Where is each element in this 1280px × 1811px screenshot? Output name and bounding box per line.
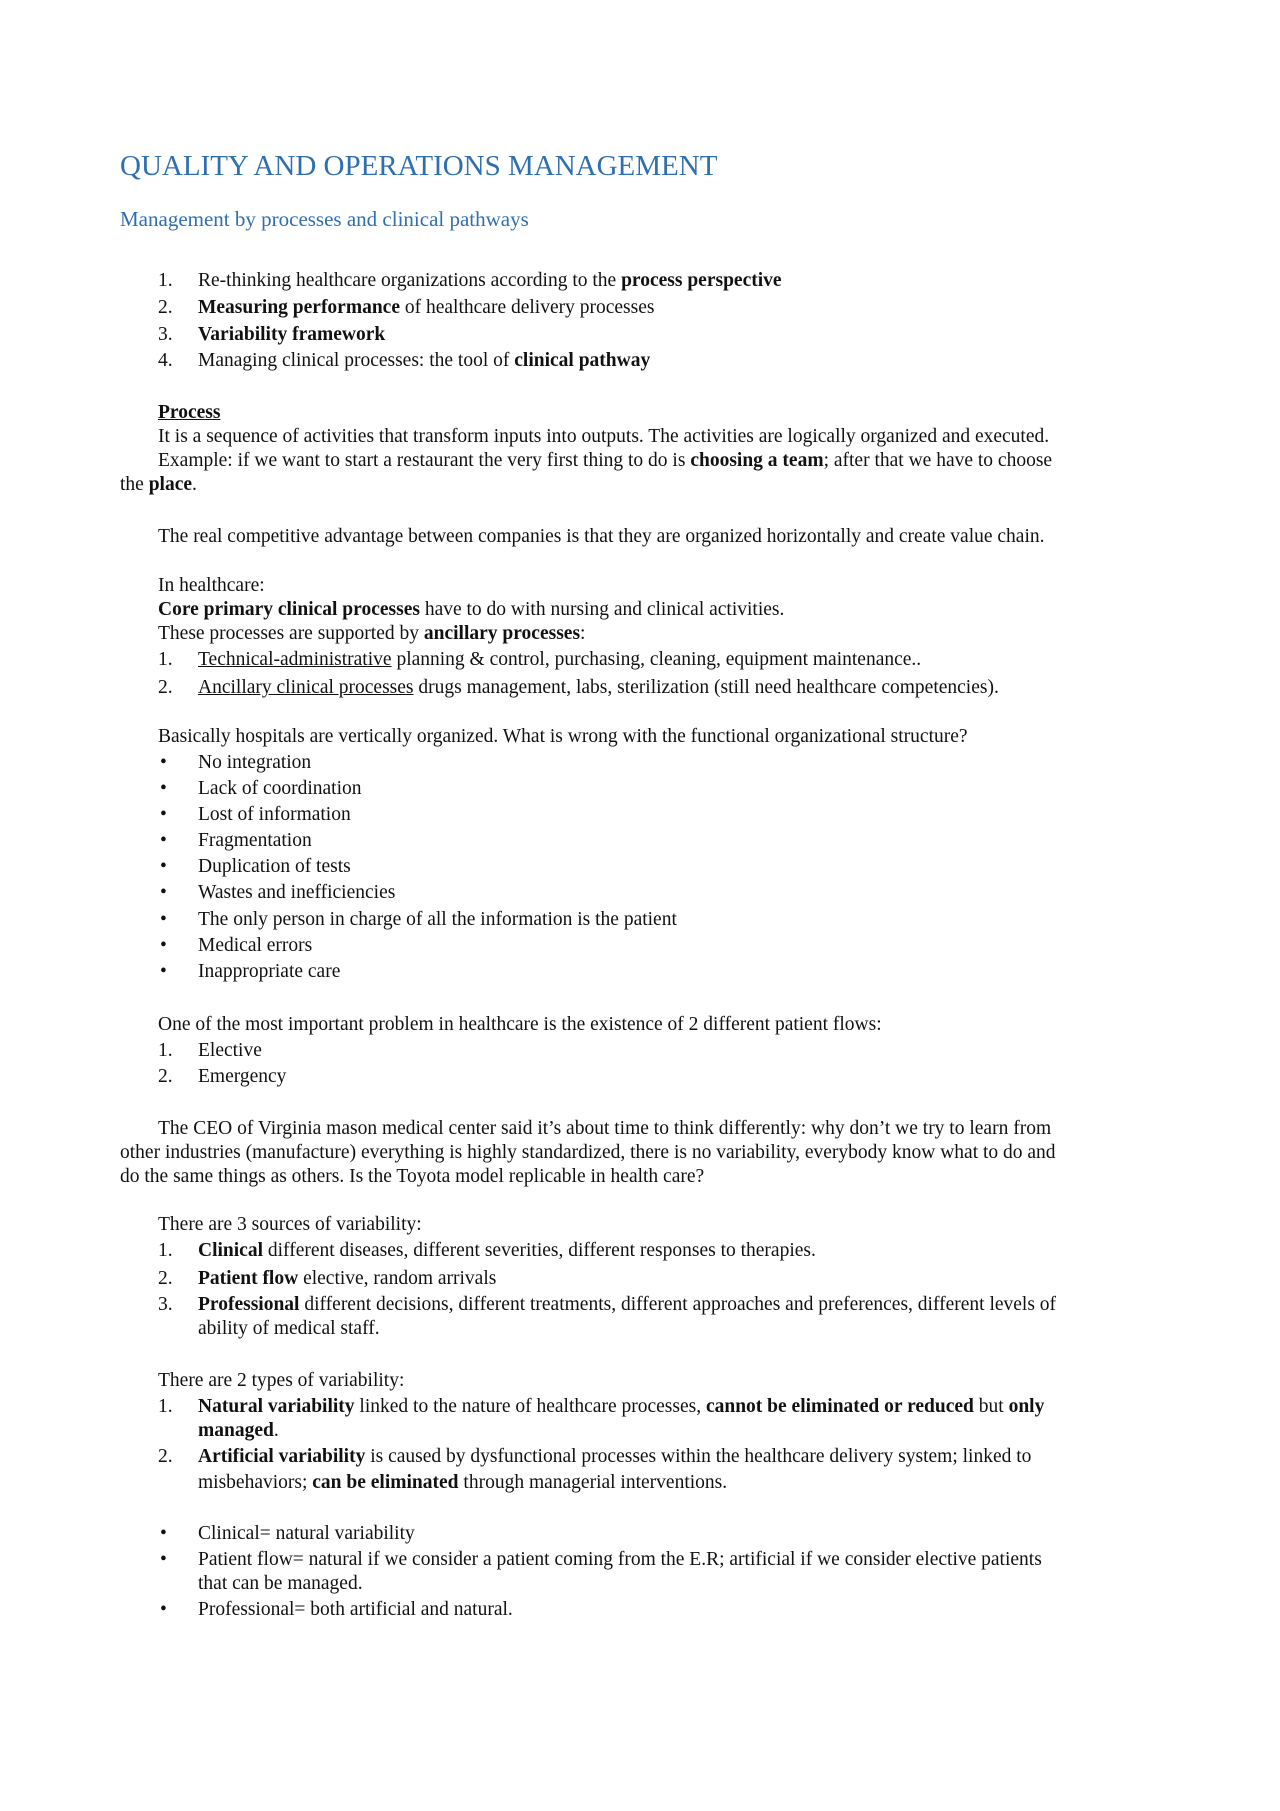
bullet: • [160, 1523, 167, 1544]
outline-item: Measuring performance of healthcare delivery processes [198, 297, 655, 318]
ancillary-number: 2. [158, 677, 173, 698]
bullet: • [160, 830, 167, 851]
competitive-advantage: The real competitive advantage between companies is that they are organized horizontally and create value chain. [158, 526, 1045, 547]
bullet: • [160, 856, 167, 877]
source-number: 1. [158, 1240, 173, 1261]
healthcare-intro: In healthcare: [158, 575, 265, 596]
outline-item: Variability framework [198, 324, 386, 345]
flow-number: 1. [158, 1040, 173, 1061]
process-example-cont: the place. [120, 474, 197, 495]
list-item: No integration [198, 752, 312, 773]
list-item: Lost of information [198, 804, 351, 825]
core-processes: Core primary clinical processes have to do with nursing and clinical activities. [158, 599, 785, 620]
bullet: • [160, 804, 167, 825]
flows-intro: One of the most important problem in healthcare is the existence of 2 different patient flows: [158, 1014, 882, 1035]
list-item: Lack of coordination [198, 778, 362, 799]
document-title: QUALITY AND OPERATIONS MANAGEMENT [120, 150, 718, 182]
type-artificial: Artificial variability is caused by dysfunctional processes within the healthcare delivery system; linked to [198, 1446, 1032, 1467]
list-item: Duplication of tests [198, 856, 351, 877]
ancillary-number: 1. [158, 649, 173, 670]
flow-item: Emergency [198, 1066, 287, 1087]
bullet: • [160, 961, 167, 982]
bullet: • [160, 752, 167, 773]
outline-number: 2. [158, 297, 173, 318]
outline-number: 4. [158, 350, 173, 371]
source-number: 2. [158, 1268, 173, 1289]
outline-item: Managing clinical processes: the tool of clinical pathway [198, 350, 651, 371]
flow-item: Elective [198, 1040, 262, 1061]
ceo-paragraph-line2: other industries (manufacture) everything is highly standardized, there is no variability, everybody know what to do and [120, 1142, 1056, 1163]
outline-item: Re-thinking healthcare organizations according to the process perspective [198, 270, 782, 291]
functional-question: Basically hospitals are vertically organized. What is wrong with the functional organizational structure? [158, 726, 968, 747]
source-item: Patient flow elective, random arrivals [198, 1268, 497, 1289]
bullet: • [160, 909, 167, 930]
bullet: • [160, 1549, 167, 1570]
summary-clinical: Clinical= natural variability [198, 1523, 415, 1544]
type-number: 2. [158, 1446, 173, 1467]
source-item-cont: ability of medical staff. [198, 1318, 380, 1339]
bullet: • [160, 935, 167, 956]
document-subtitle: Management by processes and clinical pathways [120, 207, 529, 231]
summary-patient-flow-cont: that can be managed. [198, 1573, 363, 1594]
process-example: Example: if we want to start a restaurant the very first thing to do is choosing a team; after that we have to choose [158, 450, 1053, 471]
types-intro: There are 2 types of variability: [158, 1370, 405, 1391]
summary-professional: Professional= both artificial and natural. [198, 1599, 513, 1620]
type-number: 1. [158, 1396, 173, 1417]
ancillary-intro: These processes are supported by ancillary processes: [158, 623, 586, 644]
bullet: • [160, 882, 167, 903]
outline-number: 3. [158, 324, 173, 345]
outline-number: 1. [158, 270, 173, 291]
summary-patient-flow: Patient flow= natural if we consider a patient coming from the E.R; artificial if we consider elective patients [198, 1549, 1042, 1570]
type-natural-cont: managed. [198, 1420, 279, 1441]
type-artificial-cont: misbehaviors; can be eliminated through managerial interventions. [198, 1472, 728, 1493]
ceo-paragraph-line3: do the same things as others. Is the Toyota model replicable in health care? [120, 1166, 705, 1187]
source-item: Clinical different diseases, different severities, different responses to therapies. [198, 1240, 816, 1261]
list-item: Medical errors [198, 935, 313, 956]
list-item: The only person in charge of all the information is the patient [198, 909, 677, 930]
bullet: • [160, 778, 167, 799]
list-item: Wastes and inefficiencies [198, 882, 396, 903]
source-number: 3. [158, 1294, 173, 1315]
ceo-paragraph-line1: The CEO of Virginia mason medical center said it’s about time to think differently: why don’t we try to learn from [158, 1118, 1052, 1139]
source-item: Professional different decisions, different treatments, different approaches and preferences, different levels of [198, 1294, 1057, 1315]
flow-number: 2. [158, 1066, 173, 1087]
process-definition: It is a sequence of activities that transform inputs into outputs. The activities are logically organized and executed. [158, 426, 1050, 447]
bullet: • [160, 1599, 167, 1620]
ancillary-item: Ancillary clinical processes drugs management, labs, sterilization (still need healthcare competencies). [198, 677, 999, 698]
process-heading: Process [158, 402, 221, 423]
list-item: Fragmentation [198, 830, 312, 851]
type-natural: Natural variability linked to the nature of healthcare processes, cannot be eliminated or reduced but only [198, 1396, 1045, 1417]
sources-intro: There are 3 sources of variability: [158, 1214, 422, 1235]
list-item: Inappropriate care [198, 961, 341, 982]
ancillary-item: Technical-administrative planning & control, purchasing, cleaning, equipment maintenance.. [198, 649, 922, 670]
